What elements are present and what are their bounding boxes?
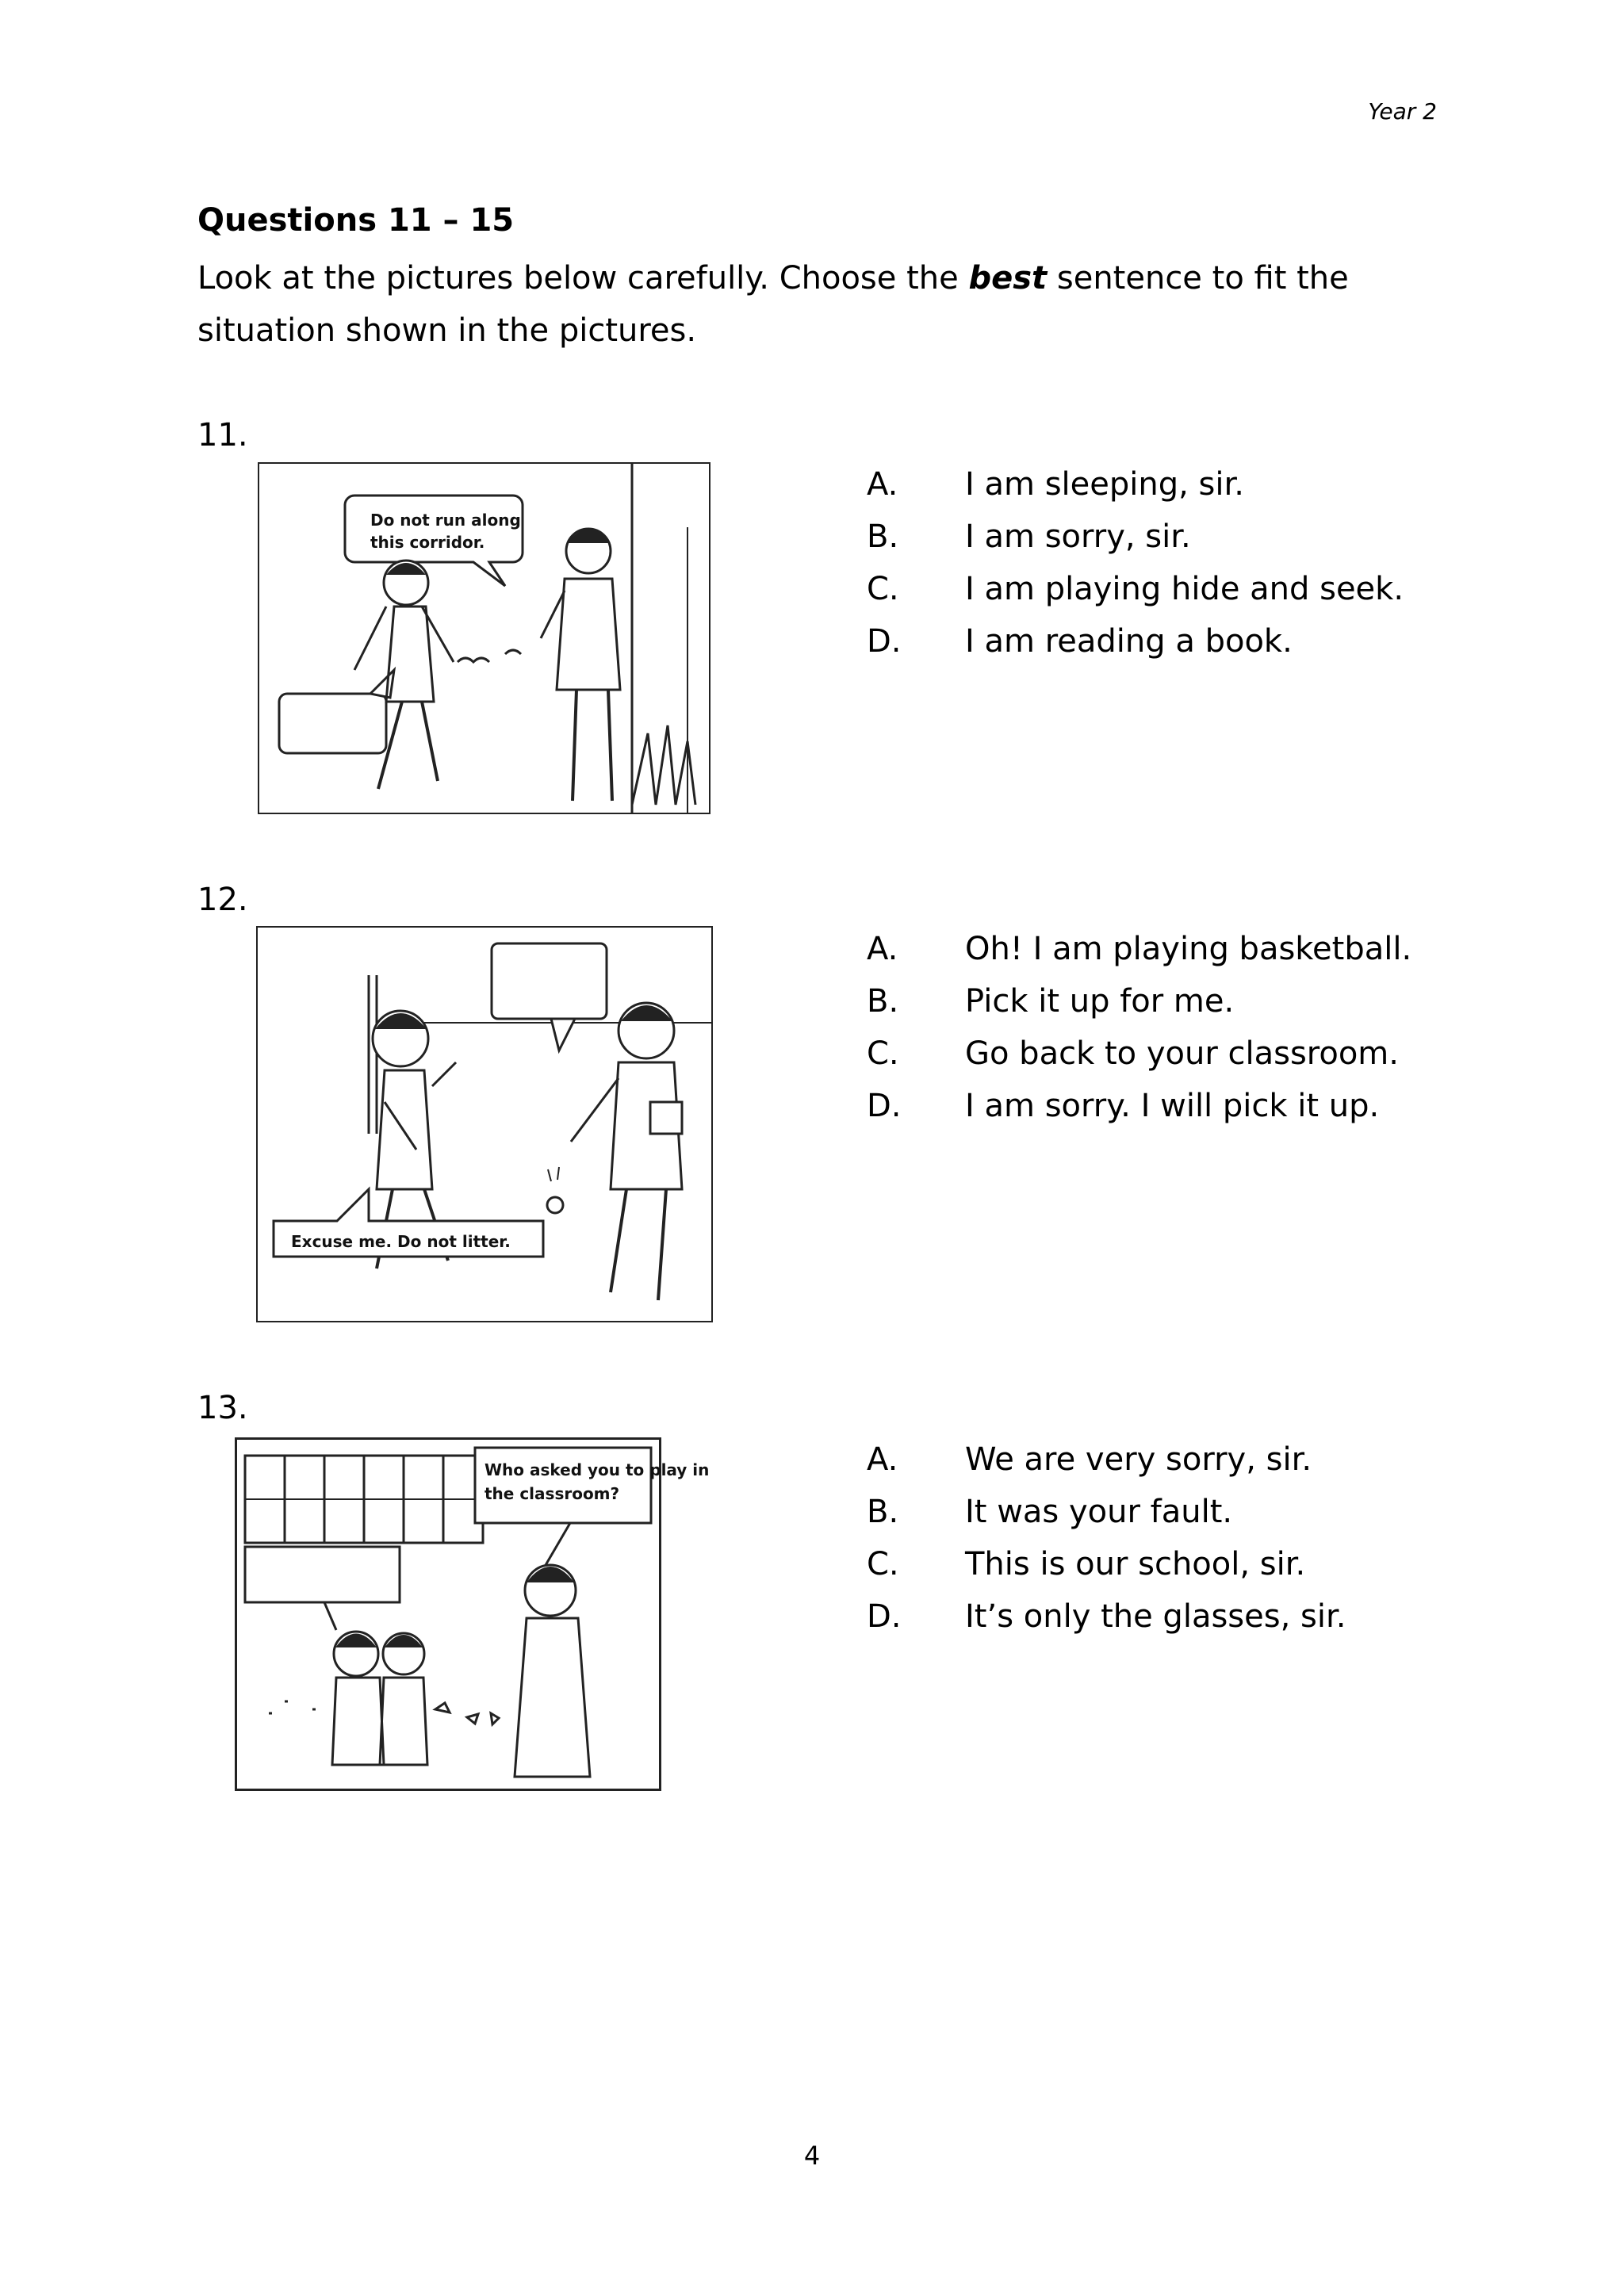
q11-option-c[interactable] bbox=[867, 571, 1404, 623]
option-text: Pick it up for me. bbox=[965, 983, 1235, 1020]
option-letter: A. bbox=[867, 466, 898, 503]
q11-bubble-line-2: this corridor. bbox=[370, 533, 485, 552]
q12-option-d[interactable] bbox=[867, 1088, 1411, 1140]
question-12-picture bbox=[256, 926, 713, 1322]
q11-option-b[interactable] bbox=[867, 519, 1404, 571]
q13-option-a[interactable] bbox=[867, 1441, 1346, 1494]
option-text: This is our school, sir. bbox=[965, 1546, 1306, 1582]
q13-bubble-line-1: Who asked you to play in bbox=[485, 1460, 710, 1479]
option-letter: A. bbox=[867, 1441, 898, 1478]
option-text: It was your fault. bbox=[965, 1494, 1233, 1530]
option-text: I am sorry. I will pick it up. bbox=[965, 1088, 1380, 1124]
question-11-picture bbox=[258, 462, 710, 814]
q11-bubble-line-1: Do not run along bbox=[370, 511, 521, 530]
instructions-bold: best bbox=[968, 260, 1048, 297]
q12-option-b[interactable] bbox=[867, 983, 1411, 1035]
option-text: We are very sorry, sir. bbox=[965, 1441, 1312, 1478]
litter-scene-illustration bbox=[258, 928, 711, 1321]
classroom-scene-illustration bbox=[237, 1440, 710, 1789]
option-text: Go back to your classroom. bbox=[965, 1035, 1399, 1072]
question-13-picture bbox=[235, 1437, 710, 1791]
corridor-scene-illustration bbox=[259, 464, 709, 813]
q13-bubble-line-2: the classroom? bbox=[485, 1484, 620, 1503]
page-number: 4 bbox=[803, 2141, 821, 2171]
option-letter: C. bbox=[867, 571, 899, 607]
question-11-options bbox=[867, 466, 1404, 675]
option-text: I am reading a book. bbox=[965, 623, 1293, 660]
option-letter: B. bbox=[867, 1494, 899, 1530]
q12-option-a[interactable] bbox=[867, 931, 1411, 983]
option-letter: B. bbox=[867, 983, 899, 1020]
option-letter: D. bbox=[867, 1088, 902, 1124]
q12-bubble-line-1: Excuse me. Do not litter. bbox=[291, 1232, 511, 1251]
question-13-options bbox=[867, 1441, 1346, 1651]
option-letter: D. bbox=[867, 1598, 902, 1635]
option-text: I am sleeping, sir. bbox=[965, 466, 1244, 503]
q13-option-b[interactable] bbox=[867, 1494, 1346, 1546]
instructions bbox=[197, 252, 1403, 357]
q12-option-c[interactable] bbox=[867, 1035, 1411, 1088]
year-label: Year 2 bbox=[1368, 98, 1437, 124]
option-letter: D. bbox=[867, 623, 902, 660]
q11-option-d[interactable] bbox=[867, 623, 1404, 675]
option-letter: A. bbox=[867, 931, 898, 967]
q11-option-a[interactable] bbox=[867, 466, 1404, 519]
question-12-number: 12. bbox=[197, 882, 248, 918]
option-text: It’s only the glasses, sir. bbox=[965, 1598, 1346, 1635]
option-text: I am sorry, sir. bbox=[965, 519, 1191, 555]
question-12-options bbox=[867, 931, 1411, 1140]
option-letter: B. bbox=[867, 519, 899, 555]
q13-option-d[interactable] bbox=[867, 1598, 1346, 1651]
option-text: Oh! I am playing basketball. bbox=[965, 931, 1412, 967]
q13-option-c[interactable] bbox=[867, 1546, 1346, 1598]
option-letter: C. bbox=[867, 1546, 899, 1582]
question-11-number: 11. bbox=[197, 417, 248, 453]
instructions-pre: Look at the pictures below carefully. Choose the bbox=[197, 260, 969, 297]
option-text: I am playing hide and seek. bbox=[965, 571, 1404, 607]
instructions-post: sentence to fit the situation shown in the pictures. bbox=[197, 260, 1349, 349]
option-letter: C. bbox=[867, 1035, 899, 1072]
section-title: Questions 11 – 15 bbox=[197, 202, 515, 239]
question-13-number: 13. bbox=[197, 1390, 248, 1426]
